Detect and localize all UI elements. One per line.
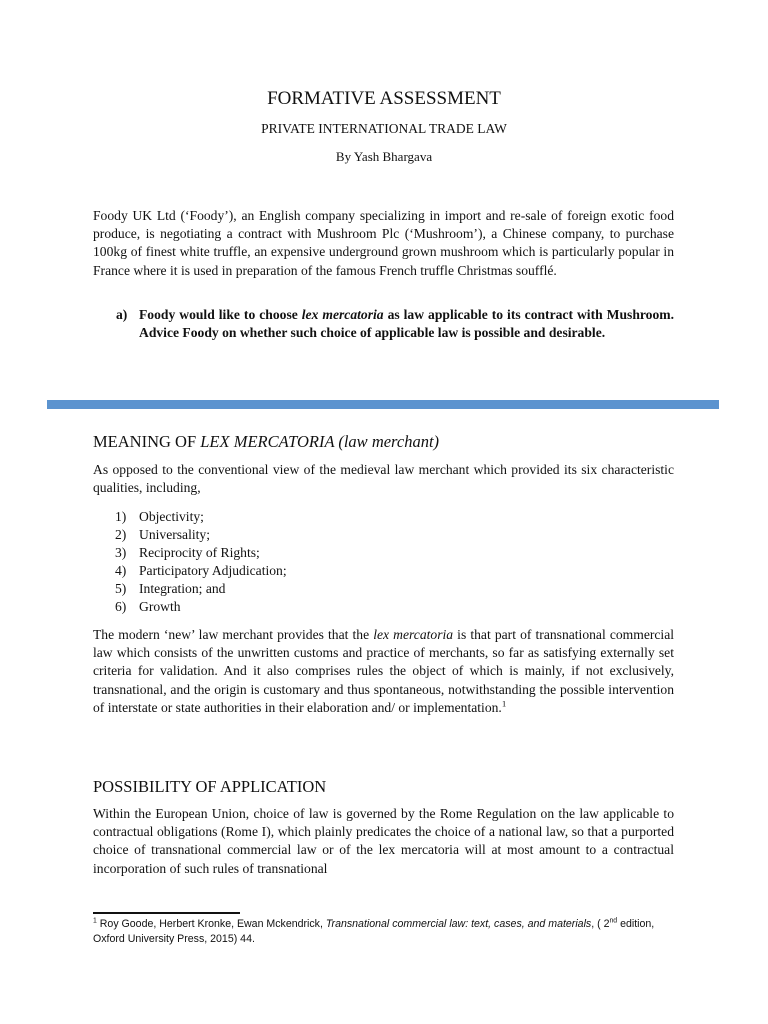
list-item xyxy=(115,526,287,544)
intro-paragraph: Foody UK Ltd (‘Foody’), an English company specializing in import and re-sale of foreign exotic food produce, is negotiating a contract with Mushroom Plc (‘Mushroom’), a Chinese company, to purchase 100kg of finest white truffle, an expensive underground grown mushroom which is particularly popular in France where it is used in preparation of the famous French truffle Christmas soufflé. xyxy=(93,208,674,278)
question-text-pre: Foody would like to choose xyxy=(139,307,302,322)
footnote-reference[interactable]: 1 xyxy=(501,698,507,709)
section-heading-possibility: POSSIBILITY OF APPLICATION xyxy=(93,777,327,796)
list-item xyxy=(115,580,287,598)
list-item-text: Integration; and xyxy=(139,581,226,597)
author-line: By Yash Bhargava xyxy=(335,149,433,164)
list-item-number: 6) xyxy=(115,599,127,615)
list-item-text: Reciprocity of Rights; xyxy=(139,545,260,561)
footnote-number: 1 xyxy=(93,917,97,925)
footnote-text-pre: Roy Goode, Herbert Kronke, Ewan Mckendrick, xyxy=(96,918,326,930)
section-heading-meaning xyxy=(93,432,439,452)
document-subtitle: PRIVATE INTERNATIONAL TRADE LAW xyxy=(261,121,507,136)
section-divider-bar xyxy=(47,400,719,409)
list-item-text: Participatory Adjudication; xyxy=(139,563,287,579)
list-item-text: Universality; xyxy=(139,527,210,543)
footnote-text-mid: , ( 2 xyxy=(591,918,610,930)
modern-text-post: is that part of transnational commercial law which consists of the unwritten customs and practice of merchants, so far as satisfying externally set criteria for validation. And it also comprises rules the object of which is mainly, if not exclusively, transnational, and the origin is customary and thus spontaneous, notwithstanding the possible intervention of interstate or state authorities in their elaboration and/ or implementation. xyxy=(93,627,674,715)
list-item xyxy=(115,544,287,562)
possibility-paragraph: Within the European Union, choice of law is governed by the Rome Regulation on the law applicable to contractual obligations (Rome I), which plainly predicates the choice of a national law, so that a purported choice of transnational commercial law or of the lex mercatoria will at most amount to a contractual incorporation of such rules of transnational xyxy=(93,806,674,876)
modern-text-italic: lex mercatoria xyxy=(373,627,454,642)
heading-meaning-pre: MEANING OF xyxy=(93,432,201,451)
footnote-separator xyxy=(93,912,240,914)
list-item-number: 1) xyxy=(115,509,127,524)
footnote-text-italic: Transnational commercial law: text, cases, and materials xyxy=(325,918,592,930)
modern-law-merchant-paragraph xyxy=(93,626,674,717)
list-item-text: Growth xyxy=(139,599,181,615)
question-marker: a) xyxy=(116,307,128,322)
qualities-list xyxy=(115,508,287,617)
footnote-superscript: nd xyxy=(609,917,618,925)
list-item-number: 3) xyxy=(115,545,127,561)
question-text xyxy=(139,306,674,342)
list-item-number: 5) xyxy=(115,581,127,597)
footnote xyxy=(93,917,683,946)
question-text-post: as law applicable to its contract with Mushroom. Advice Foody on whether such choice of applicable law is possible and desirable. xyxy=(139,307,674,341)
meaning-intro-paragraph: As opposed to the conventional view of the medieval law merchant which provided its six characteristic qualities, including, xyxy=(93,462,674,496)
list-item xyxy=(115,562,287,580)
document-title: FORMATIVE ASSESSMENT xyxy=(267,88,501,109)
list-item xyxy=(115,598,287,616)
list-item xyxy=(115,508,287,526)
question-text-italic: lex mercatoria xyxy=(301,307,384,322)
heading-meaning-italic: LEX MERCATORIA (law merchant) xyxy=(200,432,440,451)
list-item-number: 4) xyxy=(115,563,127,579)
list-item-text: Objectivity; xyxy=(139,509,204,524)
list-item-number: 2) xyxy=(115,527,127,543)
modern-text-pre: The modern ‘new’ law merchant provides that the xyxy=(93,627,374,642)
footnote-text-post: edition, Oxford University Press, 2015) 44. xyxy=(93,918,655,945)
